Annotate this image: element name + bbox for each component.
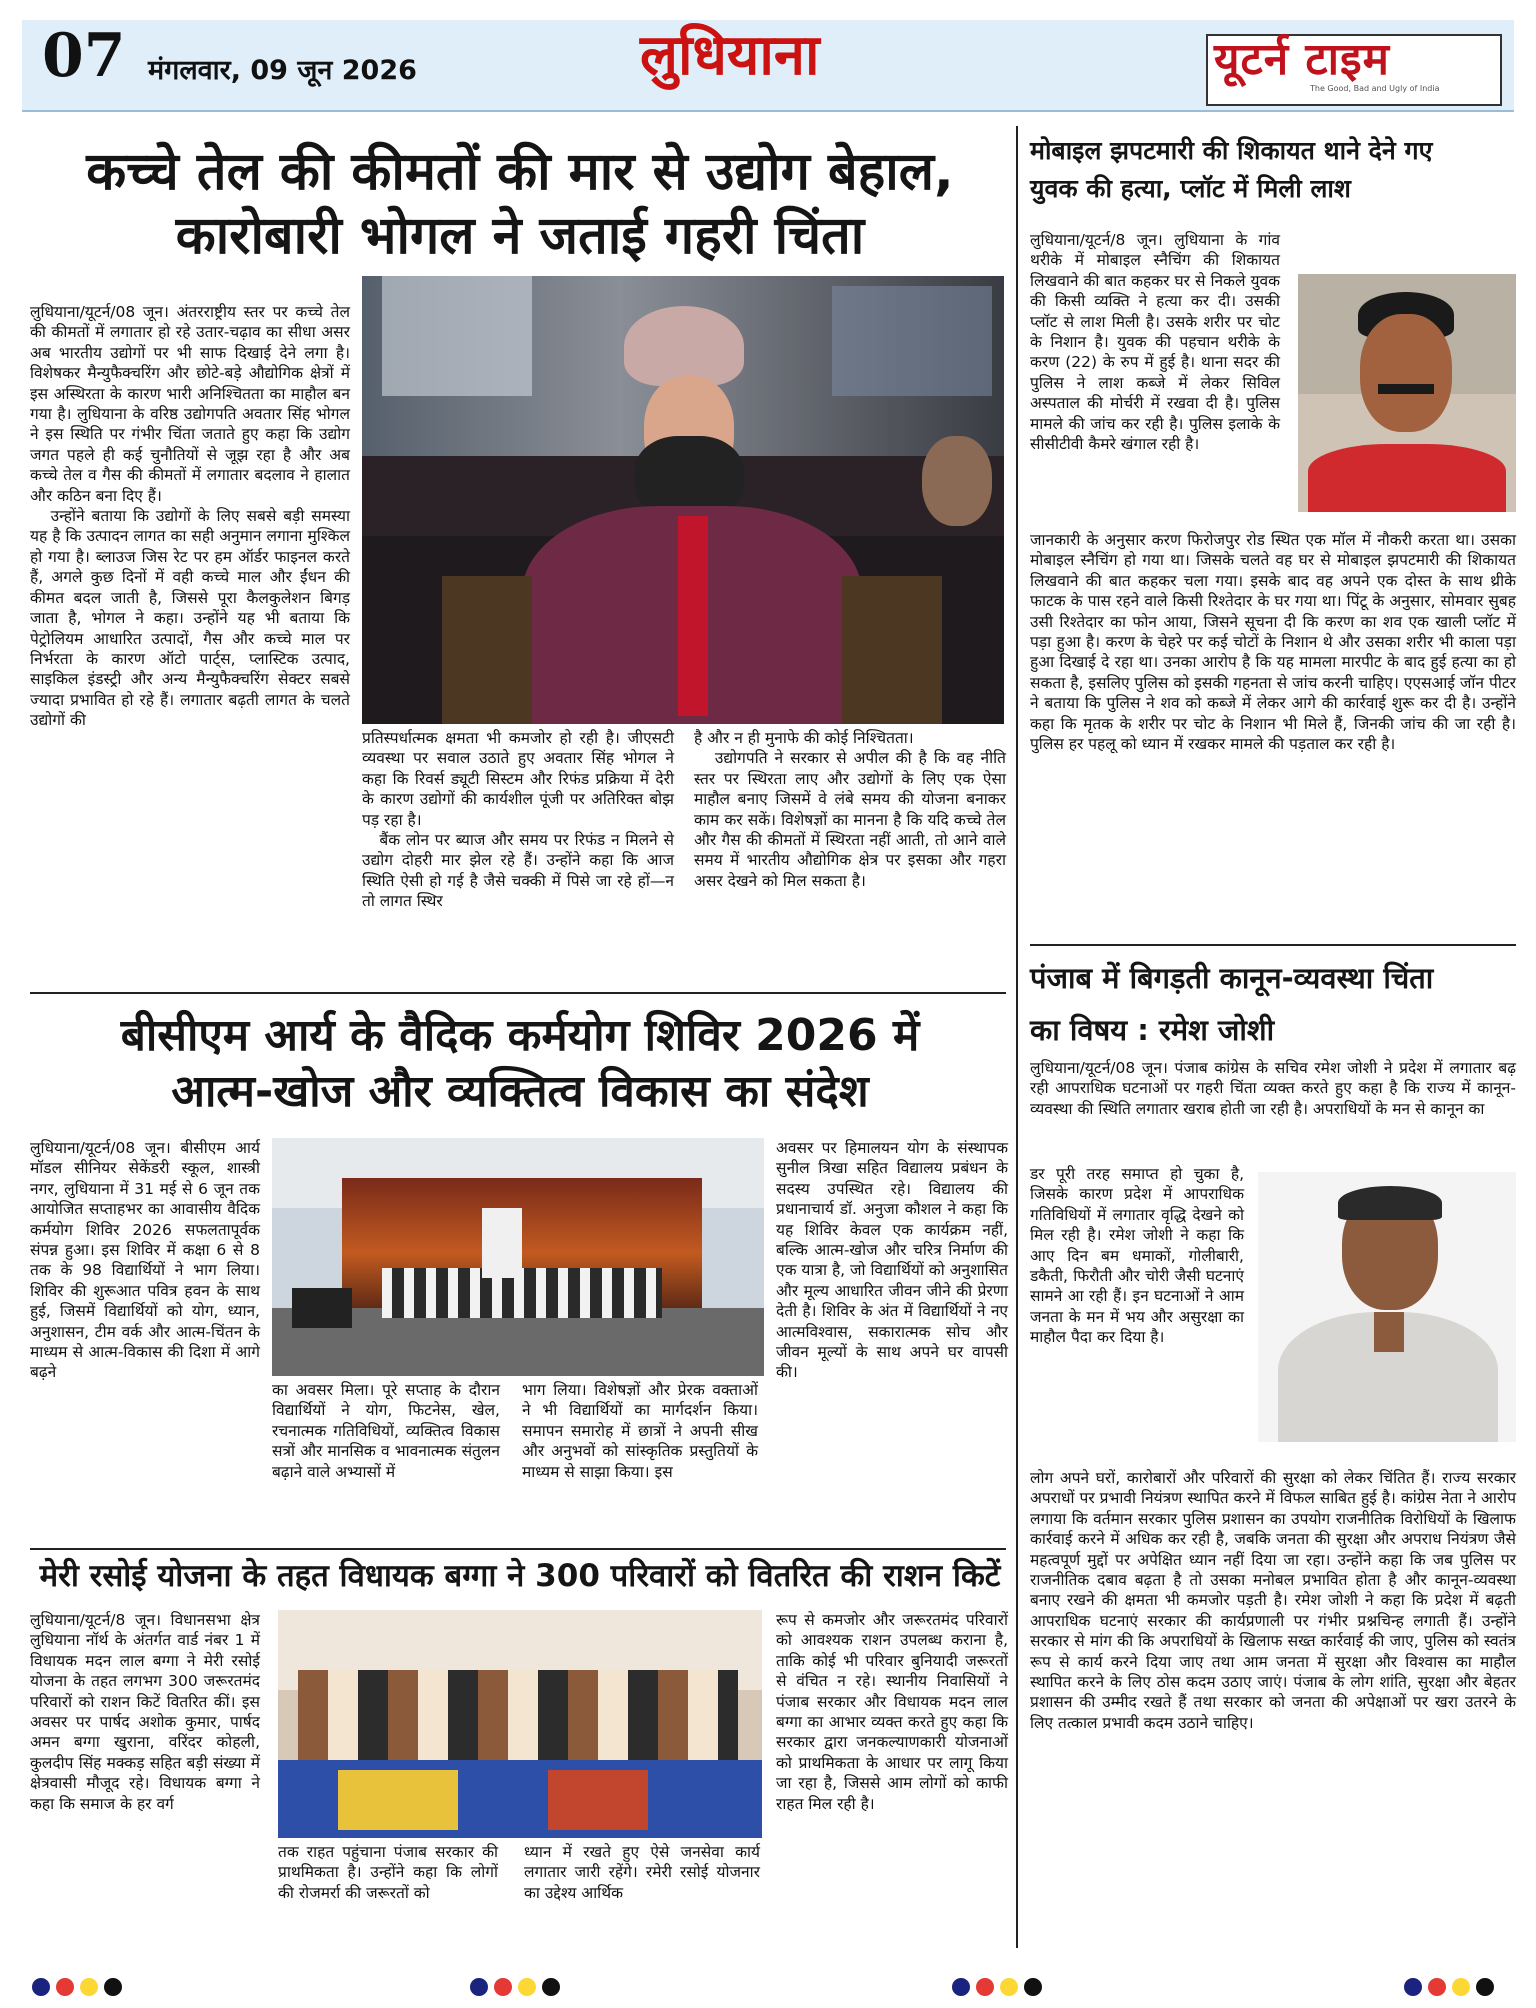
column-divider bbox=[1016, 126, 1018, 1948]
dot-red bbox=[494, 1978, 512, 1996]
murder-story-body: जानकारी के अनुसार करण फिरोजपुर रोड स्थित एक मॉल में नौकरी करता था। उसका मोबाइल स्नैचिंग हो गया था। जिसके चलते वह घर से मोबाइल झपटमारी की शिकायत लिखवाने की बात कहकर चला गया। इसके बाद वह अपने एक दोस्त के साथ थ्रीके फाटक के पास रहने वाले किसी रिश्तेदार के घर गया था। पिंटू के अनुसार, सोमवार सुबह उसी रिश्तेदार का फोन आया, जिसने सूचना दी कि करण का शव एक खाली प्लॉट में पड़ा हुआ है। करण के चेहरे पर कई चोटों के निशान थे और उसका शरीर भी काला पड़ा हुआ दिखाई दे रहा था। उनका आरोप है कि यह मामला मारपीट के बाद हुई हत्या का हो सकता है, इसलिए पुलिस को इसकी गहनता से जांच करनी चाहिए। एएसआई जॉन पीटर ने बताया कि पुलिस ने शव को कब्जे में लेकर आगे की कार्रवाई शुरू कर दी है। उन्होंने कहा कि मृतक के शरीर पर चोट के निशान भी मिले हैं, जिनकी जांच की जा रही है। पुलिस हर पहलू को ध्यान में रखकर मामले की पड़ताल कर रही है। bbox=[1030, 531, 1521, 754]
ration-story-column-1: लुधियाना/यूटर्न/8 जून। विधानसभा क्षेत्र लुधियाना नॉर्थ के अंतर्गत वार्ड नंबर 1 में विधायक मदन लाल बग्गा ने मेरी रसोई योजना के तहत लगभग 300 जरूरतमंद परिवारों को राशन किटें वितरित कीं। इस अवसर पर पार्षद अशोक कुमार, पार्षद अमन बग्गा खुराना, वरिंदर कोहली, कुलदीप सिंह मक्कड़ सहित बड़ी संख्या में क्षेत्रवासी मौजूद रहे। विधायक बग्गा ने कहा कि समाज के हर वर्ग bbox=[30, 1611, 265, 1813]
yoga-story-column-2: का अवसर मिला। पूरे सप्ताह के दौरान विद्यार्थियों ने योग, फिटनेस, खेल, रचनात्मक गतिविधियों, व्यक्तित्व विकास सत्रों और मानसिक व भावनात्मक संतुलन बढ़ाने वाले अभ्यासों में bbox=[272, 1381, 505, 1481]
murder-headline-line2: युवक की हत्या, प्लॉट में मिली लाश bbox=[1030, 174, 1351, 203]
dot-black bbox=[104, 1978, 122, 1996]
yoga-story-column-3: भाग लिया। विशेषज्ञों और प्रेरक वक्ताओं ने भी विद्यार्थियों का मार्गदर्शन किया। समापन समारोह में छात्रों ने अपनी सीख और अनुभवों को सांस्कृतिक प्रस्तुतियों के माध्यम से साझा किया। इस bbox=[522, 1381, 763, 1481]
punjab-headline-line1: पंजाब में बिगड़ती कानून-व्यवस्था चिंता bbox=[1030, 961, 1434, 995]
dot-black bbox=[1024, 1978, 1042, 1996]
dot-black bbox=[542, 1978, 560, 1996]
dot-red bbox=[1428, 1978, 1446, 1996]
dot-navy bbox=[1404, 1978, 1422, 1996]
yoga-camp-photo bbox=[272, 1138, 764, 1376]
ration-story-column-3: ध्यान में रखते हुए ऐसे जनसेवा कार्य लगातार जारी रहेंगे। रमेरी रसोई योजनार का उद्देश्य आर्थिक bbox=[524, 1843, 765, 1902]
section-divider bbox=[1030, 944, 1516, 946]
punjab-story-intro: लुधियाना/यूटर्न/08 जून। पंजाब कांग्रेस के सचिव रमेश जोशी ने प्रदेश में लगातार बढ़ रही आपराधिक घटनाओं पर गहरी चिंता व्यक्त करते हुए कहा है कि राज्य में कानून-व्यवस्था की स्थिति लगातार खराब होती जा रही है। अपराधियों के मन से कानून का bbox=[1030, 1059, 1521, 1118]
yoga-story-column-4: अवसर पर हिमालयन योग के संस्थापक सुनील त्रिखा सहित विद्यालय प्रबंधन के सदस्य उपस्थित रहे। विद्यालय की प्रधानाचार्य डॉ. अनुजा कौशल ने कहा कि यह शिविर केवल एक कार्यक्रम नहीं, बल्कि आत्म-खोज और चरित्र निर्माण की एक यात्रा है, जो विद्यार्थियों को अनुशासित और मूल्य आधारित जीवन जीने की प्रेरणा देती है। शिविर के अंत में विद्यार्थियों ने नए आत्मविश्वास, सकारात्मक सोच और जीवन मूल्यों के साथ अपने घर वापसी की। bbox=[776, 1139, 1013, 1382]
yoga-headline-line1: बीसीएम आर्य के वैदिक कर्मयोग शिविर 2026 में bbox=[120, 1010, 920, 1061]
dot-red bbox=[56, 1978, 74, 1996]
dot-yellow bbox=[1452, 1978, 1470, 1996]
ration-headline: मेरी रसोई योजना के तहत विधायक बग्गा ने 300 परिवारों को वितरित की राशन किटें bbox=[39, 1558, 1001, 1594]
lead-story-column-3: है और न ही मुनाफे की कोई निश्चितता। उद्योगपति ने सरकार से अपील की है कि वह नीति स्तर पर स्थिरता लाए और उद्योगों के लिए एक ऐसा माहौल बनाए जिसमें वे लंबे समय की योजना बनाकर काम कर सकें। विशेषज्ञों का मानना है कि यदि कच्चे तेल और गैस की कीमतों में स्थिरता नहीं आती, तो आने वाले समय में भारतीय औद्योगिक क्षेत्र पर इसका और गहरा असर देखने को मिल सकता है। bbox=[694, 729, 1006, 890]
dot-navy bbox=[952, 1978, 970, 1996]
punjab-story-narrow: डर पूरी तरह समाप्त हो चुका है, जिसके कारण प्रदेश में आपराधिक गतिविधियों में लगातार वृद्धि देखने को मिल रही है। रमेश जोशी ने कहा कि आए दिन बम धमाकों, गोलीबारी, डकैती, फिरौती और चोरी जैसी घटनाएं सामने आ रही हैं। इन घटनाओं ने आम जनता के मन में भय और असुरक्षा का माहौल पैदा कर दिया है। bbox=[1030, 1165, 1249, 1347]
ration-story-column-2: तक राहत पहुंचाना पंजाब सरकार की प्राथमिकता है। उन्होंने कहा कि लोगों की रोजमर्रा की जरूरतों को bbox=[278, 1843, 503, 1902]
dot-navy bbox=[470, 1978, 488, 1996]
issue-date: मंगलवार, 09 जून 2026 bbox=[148, 55, 417, 86]
punjab-headline bbox=[1030, 952, 1520, 1056]
yoga-story-column-1: लुधियाना/यूटर्न/08 जून। बीसीएम आर्य मॉडल सीनियर सेकेंडरी स्कूल, शास्त्री नगर, लुधियाना में 31 मई से 6 जून तक आयोजित सप्ताहभर का आवासीय वैदिक कर्मयोग शिविर 2026 सफलतापूर्वक संपन्न हुआ। इस शिविर में कक्षा 6 से 8 तक के 98 विद्यार्थियों ने भाग लिया। शिविर की शुरूआत पवित्र हवन के साथ हुई, जिसमें विद्यार्थियों को योग, ध्यान, अनुशासन, टीम वर्क और आत्म-चिंतन के माध्यम से आत्म-विकास की दिशा में आगे बढ़ने bbox=[30, 1139, 265, 1382]
victim-photo bbox=[1298, 274, 1516, 512]
section-divider bbox=[30, 992, 1006, 994]
ramesh-joshi-photo bbox=[1258, 1172, 1516, 1442]
yoga-headline-line2: आत्म-खोज और व्यक्तित्व विकास का संदेश bbox=[171, 1066, 869, 1117]
lead-photo-industrialist bbox=[362, 276, 1004, 724]
page-number: 07 bbox=[42, 21, 126, 91]
dot-yellow bbox=[518, 1978, 536, 1996]
murder-headline-line1: मोबाइल झपटमारी की शिकायत थाने देने गए bbox=[1030, 136, 1433, 165]
lead-story-column-2: प्रतिस्पर्धात्मक क्षमता भी कमजोर हो रही है। जीएसटी व्यवस्था पर सवाल उठाते हुए अवतार सिंह भोगल ने कहा कि रिवर्स ड्यूटी सिस्टम और रिफंड प्रक्रिया में देरी के कारण उद्योगों की कार्यशील पूंजी पर अतिरिक्त बोझ पड़ रहा है। बैंक लोन पर ब्याज और समय पर रिफंड न मिलने से उद्योग दोहरी मार झेल रहे हैं। उन्होंने कहा कि आज स्थिति ऐसी हो गई है जैसे चक्की में पिसे जा रहे हों—न तो लागत स्थिर bbox=[362, 729, 674, 911]
ration-story-column-4: रूप से कमजोर और जरूरतमंद परिवारों को आवश्यक राशन उपलब्ध कराना है, ताकि कोई भी परिवार बुनियादी जरूरतों से वंचित न रहे। स्थानीय निवासियों ने पंजाब सरकार और विधायक मदन लाल बग्गा का आभार व्यक्त करते हुए कहा कि सरकार द्वारा जनकल्याणकारी योजनाओं को प्राथमिकता के आधार पर लागू किया जा रहा है, जिससे आम लोगों को काफी राहत मिल रही है। bbox=[776, 1611, 1013, 1813]
punjab-story-body: लोग अपने घरों, कारोबारों और परिवारों की सुरक्षा को लेकर चिंतित हैं। राज्य सरकार अपराधों पर प्रभावी नियंत्रण स्थापित करने में विफल साबित हुई है। कांग्रेस नेता ने आरोप लगाया कि वर्तमान सरकार पुलिस प्रशासन का उपयोग राजनीतिक विरोधियों के खिलाफ कार्रवाई करने में अधिक कर रही है, जबकि जनता की सुरक्षा और अपराध नियंत्रण जैसे महत्वपूर्ण मुद्दों पर अपेक्षित ध्यान नहीं दिया जा रहा। उन्होंने कहा कि जब पुलिस पर राजनीतिक दबाव बढ़ता है तो उसका मनोबल प्रभावित होता है और कानून-व्यवस्था बनाए रखने की क्षमता भी कमजोर पड़ती है। रमेश जोशी ने कहा कि प्रदेश में बढ़ती आपराधिक घटनाएं सरकार की कार्यप्रणाली पर गंभीर प्रश्नचिन्ह लगाती हैं। उन्होंने सरकार से मांग की कि अपराधियों के खिलाफ सख्त कार्रवाई की जाए, पुलिस को स्वतंत्र रूप से कार्य करने दिया जाए तथा आम जनता में सुरक्षा और विश्वास का माहौल स्थापित करने के लिए ठोस कदम उठाए जाएं। पंजाब के लोग शांति, सुरक्षा और बेहतर प्रशासन की उम्मीद रखते हैं तथा सरकार को जनता की अपेक्षाओं पर खरा उतरने के लिए तत्काल प्रभावी कदम उठाने चाहिए। bbox=[1030, 1469, 1521, 1732]
dot-yellow bbox=[1000, 1978, 1018, 1996]
dot-yellow bbox=[80, 1978, 98, 1996]
dot-black bbox=[1476, 1978, 1494, 1996]
dot-navy bbox=[32, 1978, 50, 1996]
ration-distribution-photo bbox=[278, 1610, 762, 1838]
yoga-headline bbox=[30, 1008, 1010, 1120]
section-divider bbox=[30, 1548, 1006, 1550]
murder-story-intro: लुधियाना/यूटर्न/8 जून। लुधियाना के गांव थरीके में मोबाइल स्नैचिंग की शिकायत लिखवाने की बात कहकर घर से निकले युवक की किसी व्यक्ति ने हत्या कर दी। उसकी प्लॉट से लाश मिली है। उसके शरीर पर चोट के निशान है। युवक की पहचान थरीके के करण (22) के रुप में हुई है। थाना सदर की पुलिस ने लाश कब्जे में लेकर सिविल अस्पताल की मोर्चरी में रखवा दी है। पुलिस मामले की जांच कर रही है। पुलिस इलाके के सीसीटीवी कैमरे खंगाल रही है। bbox=[1030, 231, 1285, 454]
lead-story-column-1: लुधियाना/यूटर्न/08 जून। अंतरराष्ट्रीय स्तर पर कच्चे तेल की कीमतों में लगातार हो रहे उतार-चढ़ाव का सीधा असर अब भारतीय उद्योगों पर भी साफ दिखाई देने लगा है। विशेषकर मैन्युफैक्चरिंग और छोटे-बड़े औद्योगिक क्षेत्रों में इस अस्थिरता के कारण भारी अनिश्चितता का माहौल बन गया है। लुधियाना के वरिष्ठ उद्योगपति अवतार सिंह भोगल ने इस स्थिति पर गंभीर चिंता जताते हुए कहा कि उद्योग जगत पहले ही कई चुनौतियों से जूझ रहा है और अब कच्चे तेल व गैस की कीमतों में लगातार बदलाव ने हालात और कठिन बना दिए हैं। उन्होंने बताया कि उद्योगों के लिए सबसे बड़ी समस्या यह है कि उत्पादन लागत का सही अनुमान लगाना मुश्किल हो गया है। ब्लाउज जिस रेट पर हम ऑर्डर फाइनल करते हैं, अगले कुछ दिनों में वही कच्चे माल और ईंधन की कीमत बदल जाती है, जिससे पूरा कैलकुलेशन बिगड़ जाता है, भोगल ने कहा। उन्होंने यह भी बताया कि पेट्रोलियम आधारित उत्पादों, गैस और कच्चे माल पर निर्भरता के कारण ऑटो पार्ट्स, प्लास्टिक उत्पाद, साइकिल इंडस्ट्री और अन्य मैन्युफैक्चरिंग सेक्टर सबसे ज्यादा प्रभावित हो रहे हैं। लगातार बढ़ती लागत के चलते उद्योगों की bbox=[30, 303, 351, 730]
lead-headline-line2: कारोबारी भोगल ने जताई गहरी चिंता bbox=[175, 206, 865, 266]
city-section-title: लुधियाना bbox=[640, 23, 820, 88]
lead-headline bbox=[30, 140, 1010, 268]
footer-registration-dots bbox=[0, 1972, 1536, 2002]
newspaper-logo: यूटर्न टाइम bbox=[1214, 34, 1390, 85]
punjab-headline-line2: का विषय : रमेश जोशी bbox=[1030, 1013, 1275, 1047]
lead-headline-line1: कच्चे तेल की कीमतों की मार से उद्योग बेहाल, bbox=[86, 142, 954, 202]
murder-headline bbox=[1030, 132, 1520, 208]
dot-red bbox=[976, 1978, 994, 1996]
newspaper-logo-tagline: The Good, Bad and Ugly of India bbox=[1310, 84, 1440, 93]
